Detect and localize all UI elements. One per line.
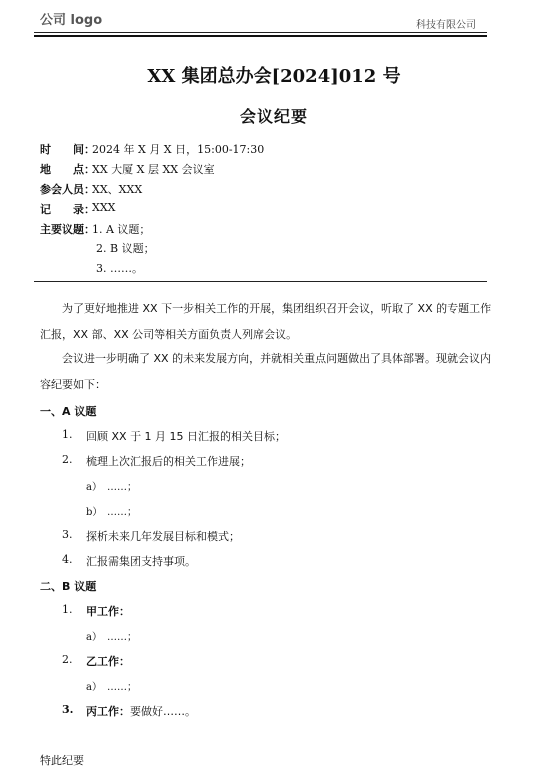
list-item: 探析未来几年发展目标和模式； — [86, 530, 240, 543]
sub-item-text: ……； — [107, 482, 137, 493]
list-number: 2. — [62, 653, 73, 666]
closing-text: 特此纪要 — [40, 754, 84, 767]
header-divider-thick — [34, 35, 487, 37]
topic-item: 2. B 议题； — [96, 242, 155, 255]
body-paragraph: 会议进一步明确了 XX 的未来发展方向，并就相关重点问题做出了具体部署。现就会议内容纪要如下： — [40, 352, 492, 391]
list-number: 2. — [62, 453, 73, 466]
sub-item-text: ……； — [107, 682, 137, 693]
sub-item-text: ……； — [107, 632, 137, 643]
recorder-label: 记 录： — [40, 203, 95, 216]
info-divider — [34, 281, 487, 282]
document-title: XX 集团总办会[2024]012 号 — [147, 66, 401, 87]
list-number: 3. — [62, 703, 74, 716]
attendees-label: 参会人员： — [40, 183, 95, 196]
list-number: 1. — [62, 428, 73, 441]
sub-item-marker: b） — [86, 507, 103, 518]
list-item: 汇报需集团支持事项。 — [86, 555, 196, 568]
list-number: 1. — [62, 603, 73, 616]
document-subtitle: 会议纪要 — [239, 107, 308, 126]
list-item: 梳理上次汇报后的相关工作进展； — [86, 455, 251, 468]
list-item — [86, 703, 196, 719]
work-item-label: 丙工作： — [86, 705, 130, 718]
place-value: XX 大厦 X 层 XX 会议室 — [92, 163, 215, 176]
company-logo: 公司 logo — [40, 13, 103, 28]
header-divider-thin — [34, 32, 487, 33]
work-item-text: 要做好……。 — [130, 705, 196, 718]
attendees-value: XX、XXX — [92, 183, 143, 196]
sub-item-text: ……； — [107, 507, 137, 518]
topic-item: 3. ……。 — [96, 262, 143, 275]
topics-label: 主要议题： — [40, 223, 95, 236]
body-paragraph: 为了更好地推进 XX 下一步相关工作的开展，集团组织召开会议，听取了 XX 的专题工作汇报，XX 部、XX 公司等相关方面负责人列席会议。 — [40, 302, 492, 341]
company-name: 科技有限公司 — [416, 20, 476, 31]
place-label: 地 点： — [40, 163, 95, 176]
section-b-heading: 二、B 议题 — [40, 580, 97, 593]
recorder-value: XXX — [92, 201, 116, 214]
list-item: 回顾 XX 于 1 月 15 日汇报的相关目标； — [86, 430, 287, 443]
work-item-label: 甲工作： — [86, 605, 130, 618]
list-number: 4. — [62, 553, 73, 566]
topic-item: 1. A 议题； — [92, 223, 151, 236]
sub-item-marker: a） — [86, 482, 102, 493]
time-value: 2024 年 X 月 X 日，15:00-17:30 — [92, 143, 265, 156]
list-number: 3. — [62, 528, 73, 541]
section-a-heading: 一、A 议题 — [40, 405, 97, 418]
sub-item-marker: a） — [86, 632, 102, 643]
sub-item-marker: a） — [86, 682, 102, 693]
time-label: 时 间： — [40, 143, 95, 156]
work-item-label: 乙工作： — [86, 655, 130, 668]
